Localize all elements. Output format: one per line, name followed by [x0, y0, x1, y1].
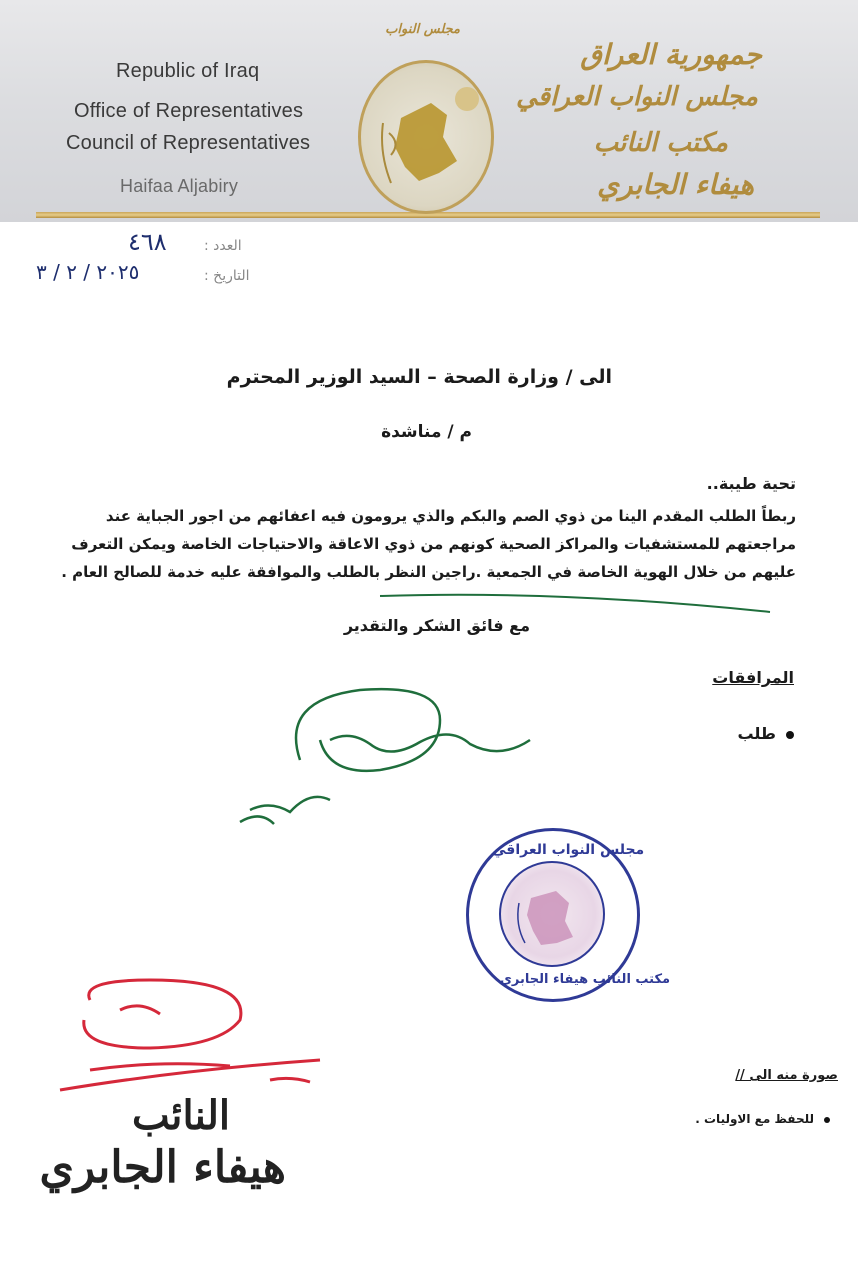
stamp-bottom-text: مكتب النائب هيفاء الجابري [500, 972, 671, 987]
ar-office: مكتب النائب [593, 128, 728, 158]
red-annotation [60, 980, 320, 1090]
ar-council: مجلس النواب العراقي [515, 82, 758, 112]
emblem-top-text: مجلس النواب [385, 22, 460, 37]
body-line-2: مراجعتهم للمستشفيات والمراكز الصحية كونهم من ذوي الاعاقة والاحتياجات الخاصة ويمكن التعرف [71, 535, 796, 553]
greeting: تحية طيبة.. [706, 474, 796, 493]
copy-to-title: صورة منه الى // [735, 1068, 838, 1083]
attachments-title: المرافقات [712, 668, 794, 687]
letter-recipient: الى / وزارة الصحة – السيد الوزير المحترم [226, 366, 612, 388]
ar-mp-name: هيفاء الجابري [597, 168, 754, 201]
signature-title: النائب [132, 1092, 230, 1139]
number-value: ٤٦٨ [128, 228, 167, 256]
closing-line: مع فائق الشكر والتقدير [343, 616, 530, 635]
en-republic: Republic of Iraq [116, 60, 260, 82]
green-signature [240, 689, 530, 824]
body-line-3: عليهم من خلال الهوية الخاصة في الجمعية .راجين النظر بالطلب والموافقة عليه خدمة للصالح العام . [61, 563, 796, 581]
number-label: العدد : [204, 238, 242, 254]
signature-name: هيفاء الجابري [39, 1142, 286, 1193]
stamp-top-text: مجلس النواب العراقي [492, 842, 645, 858]
date-value: ٢٠٢٥ / ٢ / ٣ [36, 260, 140, 284]
en-mp-name: Haifaa Aljabiry [120, 176, 239, 196]
letter-subject: م / مناشدة [381, 422, 472, 442]
en-council: Council of Representatives [66, 132, 311, 154]
copy-to-item-label: للحفظ مع الاوليات . [695, 1112, 814, 1126]
ink-underline [380, 595, 770, 612]
ar-republic: جمهورية العراق [580, 38, 762, 71]
date-label: التاريخ : [204, 268, 250, 284]
attachment-item-label: طلب [737, 724, 776, 743]
body-line-1: ربطاً الطلب المقدم الينا من ذوي الصم والبكم والذي يرومون فيه اعفائهم من اجور الجباية عند [105, 507, 796, 525]
en-office: Office of Representatives [74, 100, 304, 122]
